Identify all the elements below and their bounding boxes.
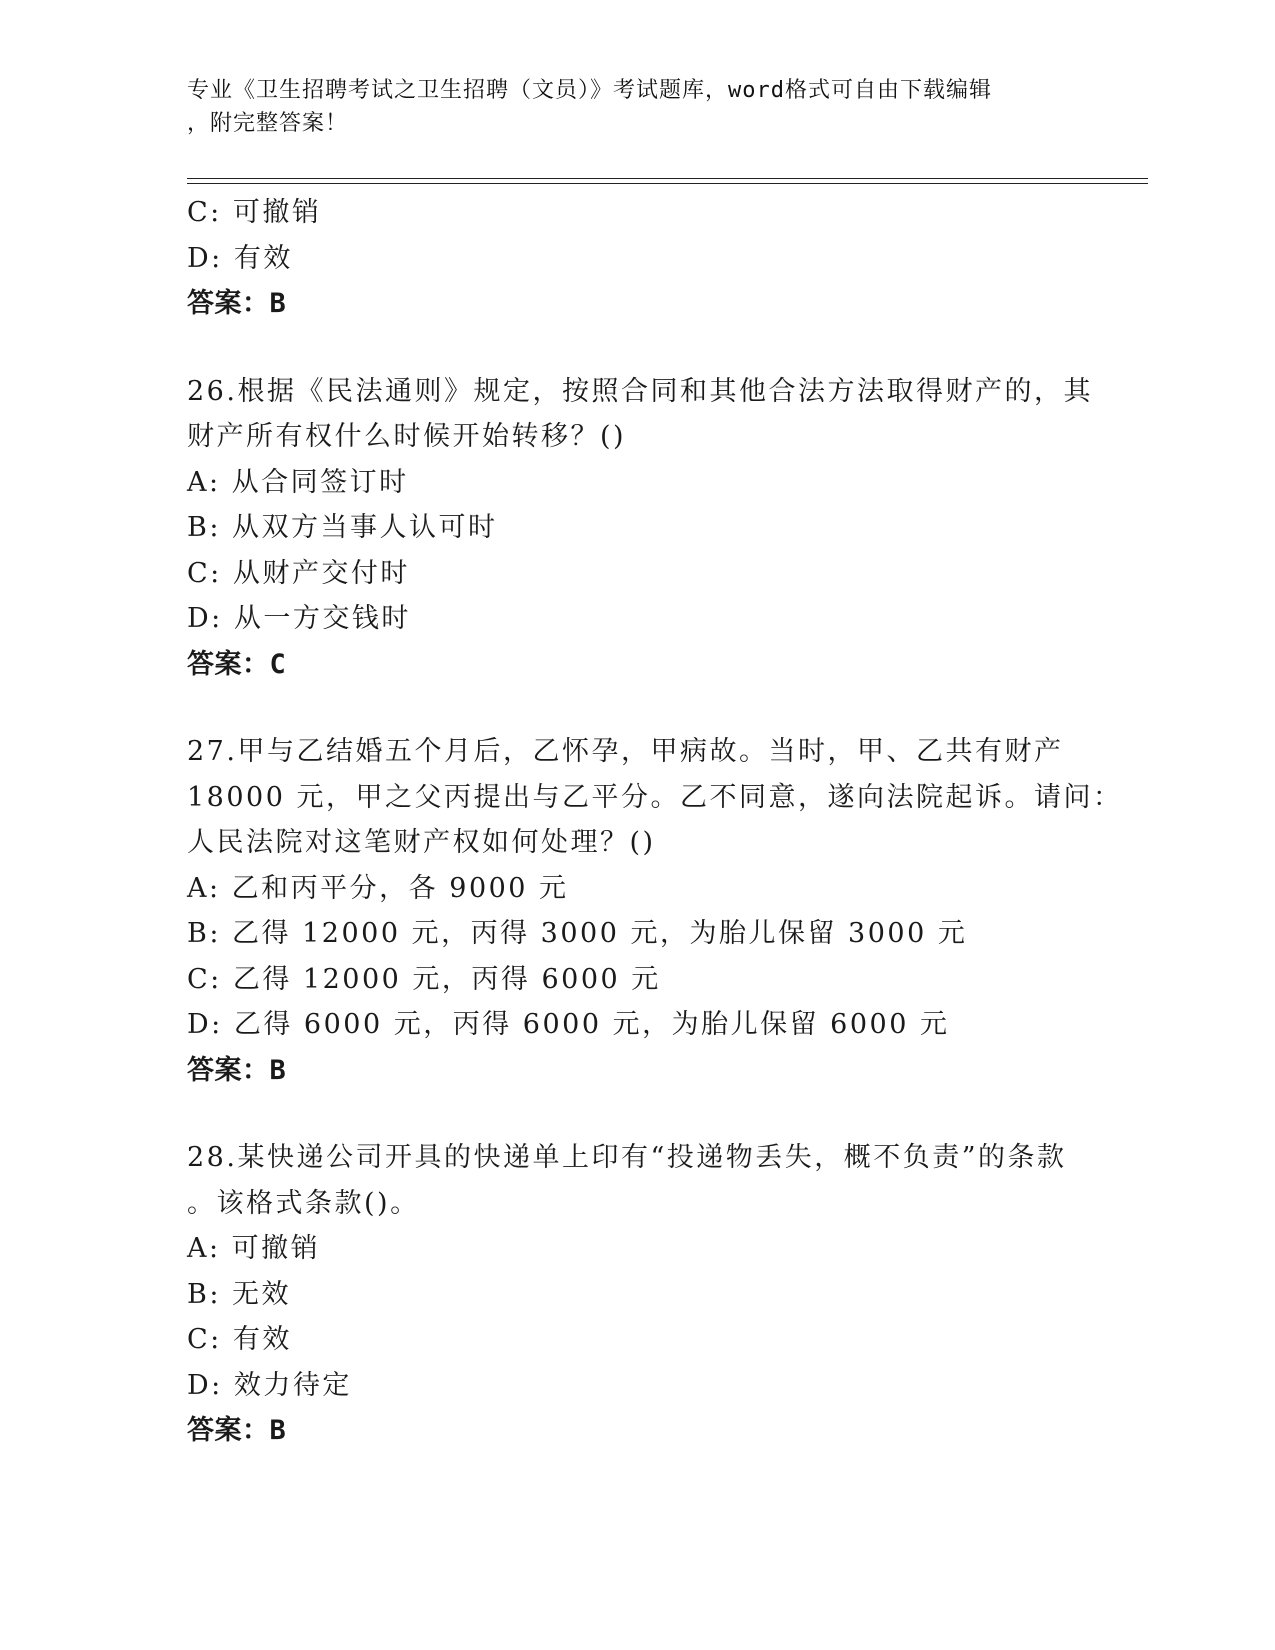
- option-a: A: 可撤销: [187, 1233, 321, 1264]
- header-divider-bottom: [187, 183, 1148, 184]
- question-stem-line: 18000 元，甲之父丙提出与乙平分。乙不同意，遂向法院起诉。请问：: [187, 781, 1123, 813]
- option-b: B: 无效: [187, 1278, 292, 1310]
- spacer: [187, 1093, 1087, 1135]
- answer-label: 答案：B: [187, 1415, 287, 1446]
- option-b: B: 乙得 12000 元，丙得 3000 元，为胎儿保留 3000 元: [187, 918, 968, 949]
- spacer: [187, 327, 1087, 369]
- question-26: [187, 369, 1093, 688]
- answer-label: 答案：C: [187, 648, 287, 680]
- option-d: D: 效力待定: [187, 1369, 352, 1401]
- header-line-1: 专业《卫生招聘考试之卫生招聘（文员）》考试题库，word格式可自由下载编辑: [187, 78, 992, 103]
- option-a: A: 乙和丙平分，各 9000 元: [187, 872, 569, 904]
- question-stem-line: 。该格式条款()。: [187, 1187, 420, 1219]
- question-stem-line: 27.甲与乙结婚五个月后，乙怀孕，甲病故。当时，甲、乙共有财产: [187, 736, 1064, 767]
- question-stem-line: 26.根据《民法通则》规定，按照合同和其他合法方法取得财产的，其: [187, 375, 1093, 407]
- option-a: A: 从合同签订时: [187, 466, 409, 498]
- question-stem-line: 28.某快递公司开具的快递单上印有“投递物丢失，概不负责”的条款: [187, 1142, 1067, 1173]
- option-c: C: 乙得 12000 元，丙得 6000 元: [187, 963, 661, 995]
- spacer: [187, 687, 1087, 729]
- question-27: [187, 729, 1123, 1093]
- document-header: [187, 74, 1067, 140]
- question-28: [187, 1135, 1087, 1454]
- option-c: C: 可撤销: [187, 197, 322, 228]
- option-c: C: 从财产交付时: [187, 557, 410, 589]
- question-stem-line: 人民法院对这笔财产权如何处理？(): [187, 827, 656, 858]
- option-b: B: 从双方当事人认可时: [187, 512, 498, 543]
- answer-label: 答案：B: [187, 288, 287, 319]
- question-stem-line: 财产所有权什么时候开始转移？(): [187, 421, 627, 452]
- option-d: D: 从一方交钱时: [187, 603, 411, 634]
- option-d: D: 有效: [187, 242, 293, 274]
- option-c: C: 有效: [187, 1324, 292, 1355]
- question-content: [187, 190, 1123, 1454]
- header-divider-top: [187, 178, 1148, 179]
- option-d: D: 乙得 6000 元，丙得 6000 元，为胎儿保留 6000 元: [187, 1009, 950, 1040]
- answer-label: 答案：B: [187, 1054, 287, 1086]
- question-25-carryover: [187, 190, 1087, 327]
- header-line-2: ，附完整答案！: [187, 111, 349, 136]
